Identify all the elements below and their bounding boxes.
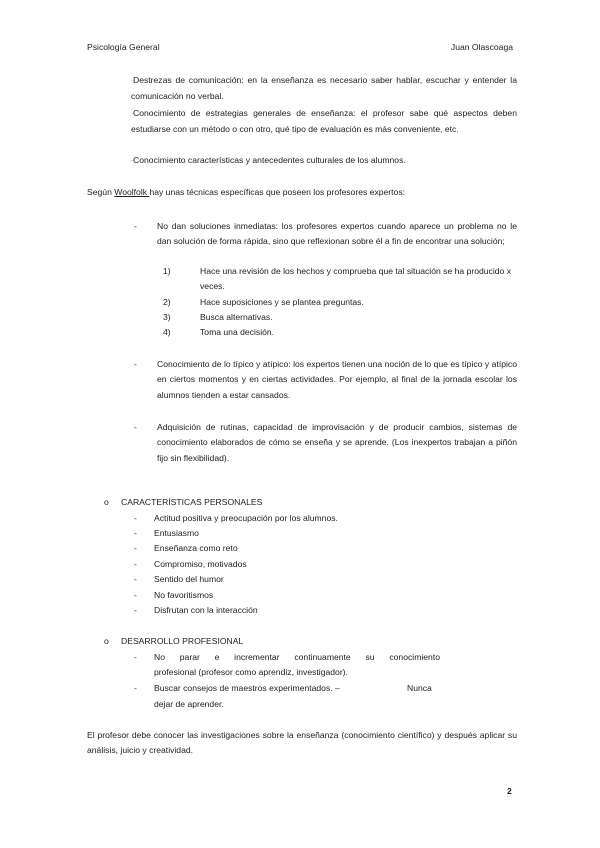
dash-marker: - — [134, 590, 137, 600]
list-item-line: No parar e incrementar continuamente su conocimiento — [154, 652, 440, 662]
dash-marker: - — [134, 605, 137, 615]
section-title-personal: CARACTERÍSTICAS PERSONALES — [121, 497, 263, 507]
bullet-dot-icon: · — [131, 78, 133, 84]
section-marker: o — [104, 497, 109, 507]
dash-marker: - — [134, 359, 137, 369]
technique-solutions: No dan soluciones inmediatas: los profesores expertos cuando aparece un problema no le dan solución de forma rápida, sino que reflexionan sobre él a fin de encontrar una solución; — [157, 221, 517, 247]
woolfolk-intro — [87, 185, 517, 200]
dash-marker: - — [134, 574, 137, 584]
dash-marker: - — [134, 652, 137, 662]
list-item-tail: Nunca — [407, 683, 432, 693]
list-item: Compromiso, motivados — [154, 559, 247, 569]
step-number: 1) — [163, 266, 171, 276]
bullet-communication — [131, 73, 517, 105]
step-number: 3) — [163, 312, 171, 322]
dash-marker: - — [134, 528, 137, 538]
dash-marker: - — [134, 513, 137, 523]
list-item: Sentido del humor — [154, 574, 224, 584]
bullet-dot-icon: · — [131, 111, 133, 117]
bullet-culture — [131, 153, 517, 169]
step-text: Hace una revisión de los hechos y comprueba que tal situación se ha producido x veces. — [200, 266, 511, 292]
step-number: 2) — [163, 297, 171, 307]
bullet-text: Conocimiento características y antecedentes culturales de los alumnos. — [133, 155, 406, 165]
conclusion-paragraph: El profesor debe conocer las investigaciones sobre la enseñanza (conocimiento científico) y después aplicar su análisis, juicio y creatividad. — [87, 730, 517, 756]
list-item-line: Buscar consejos de maestros experimentados. – — [154, 683, 340, 693]
section-marker: o — [104, 636, 109, 646]
header-right-author: Juan Olascoaga — [450, 42, 513, 52]
section-title-professional: DESARROLLO PROFESIONAL — [121, 636, 244, 646]
technique-routines: Adquisición de rutinas, capacidad de improvisación y de producir cambios, sistemas de conocimiento elaborados de cómo se enseña y se aprende. (Los inexpertos trabajan a piñón fijo sin flexibilidad). — [157, 422, 517, 463]
dash-marker: - — [134, 221, 137, 231]
step-text: Busca alternativas. — [200, 312, 273, 322]
list-item: Actitud positiva y preocupación por los alumnos. — [154, 513, 338, 523]
step-number: 4) — [163, 327, 171, 337]
woolfolk-reference: Woolfolk — [114, 187, 150, 197]
page-number: 2 — [507, 786, 512, 796]
list-item: Entusiasmo — [154, 528, 199, 538]
list-item: No favoritismos — [154, 590, 214, 600]
list-item-line: dejar de aprender. — [154, 699, 224, 709]
bullet-text: Conocimiento de estrategias generales de enseñanza: el profesor sabe qué aspectos deben estudiarse con un método o con otro, qué tipo de evaluación es más conveniente, etc. — [131, 108, 517, 135]
step-text: Hace suposiciones y se plantea preguntas. — [200, 297, 364, 307]
dash-marker: - — [134, 683, 137, 693]
header-left-title: Psicología General — [87, 42, 160, 52]
step-text: Toma una decisión. — [200, 327, 275, 337]
bullet-text: Destrezas de comunicación: en la enseñanza es necesario saber hablar, escuchar y entender la comunicación no verbal. — [131, 75, 517, 102]
dash-marker: - — [134, 543, 137, 553]
intro-prefix: Según — [87, 187, 115, 197]
bullet-dot-icon: · — [131, 158, 133, 164]
technique-typical: Conocimiento de lo típico y atípico: los expertos tienen una noción de lo que es típico y atípico en ciertos momentos y en ciertas actividades. Por ejemplo, al final de la jornada escolar los alumnos tienden a estar cansados. — [157, 359, 517, 400]
list-item: Enseñanza como reto — [154, 543, 238, 553]
intro-suffix: hay unas técnicas específicas que poseen los profesores expertos: — [149, 187, 406, 197]
list-item-line: profesional (profesor como aprendiz, investigador). — [154, 667, 348, 677]
list-item: Disfrutan con la interacción — [154, 605, 258, 615]
bullet-strategies — [131, 106, 517, 138]
dash-marker: - — [134, 559, 137, 569]
dash-marker: - — [134, 422, 137, 432]
